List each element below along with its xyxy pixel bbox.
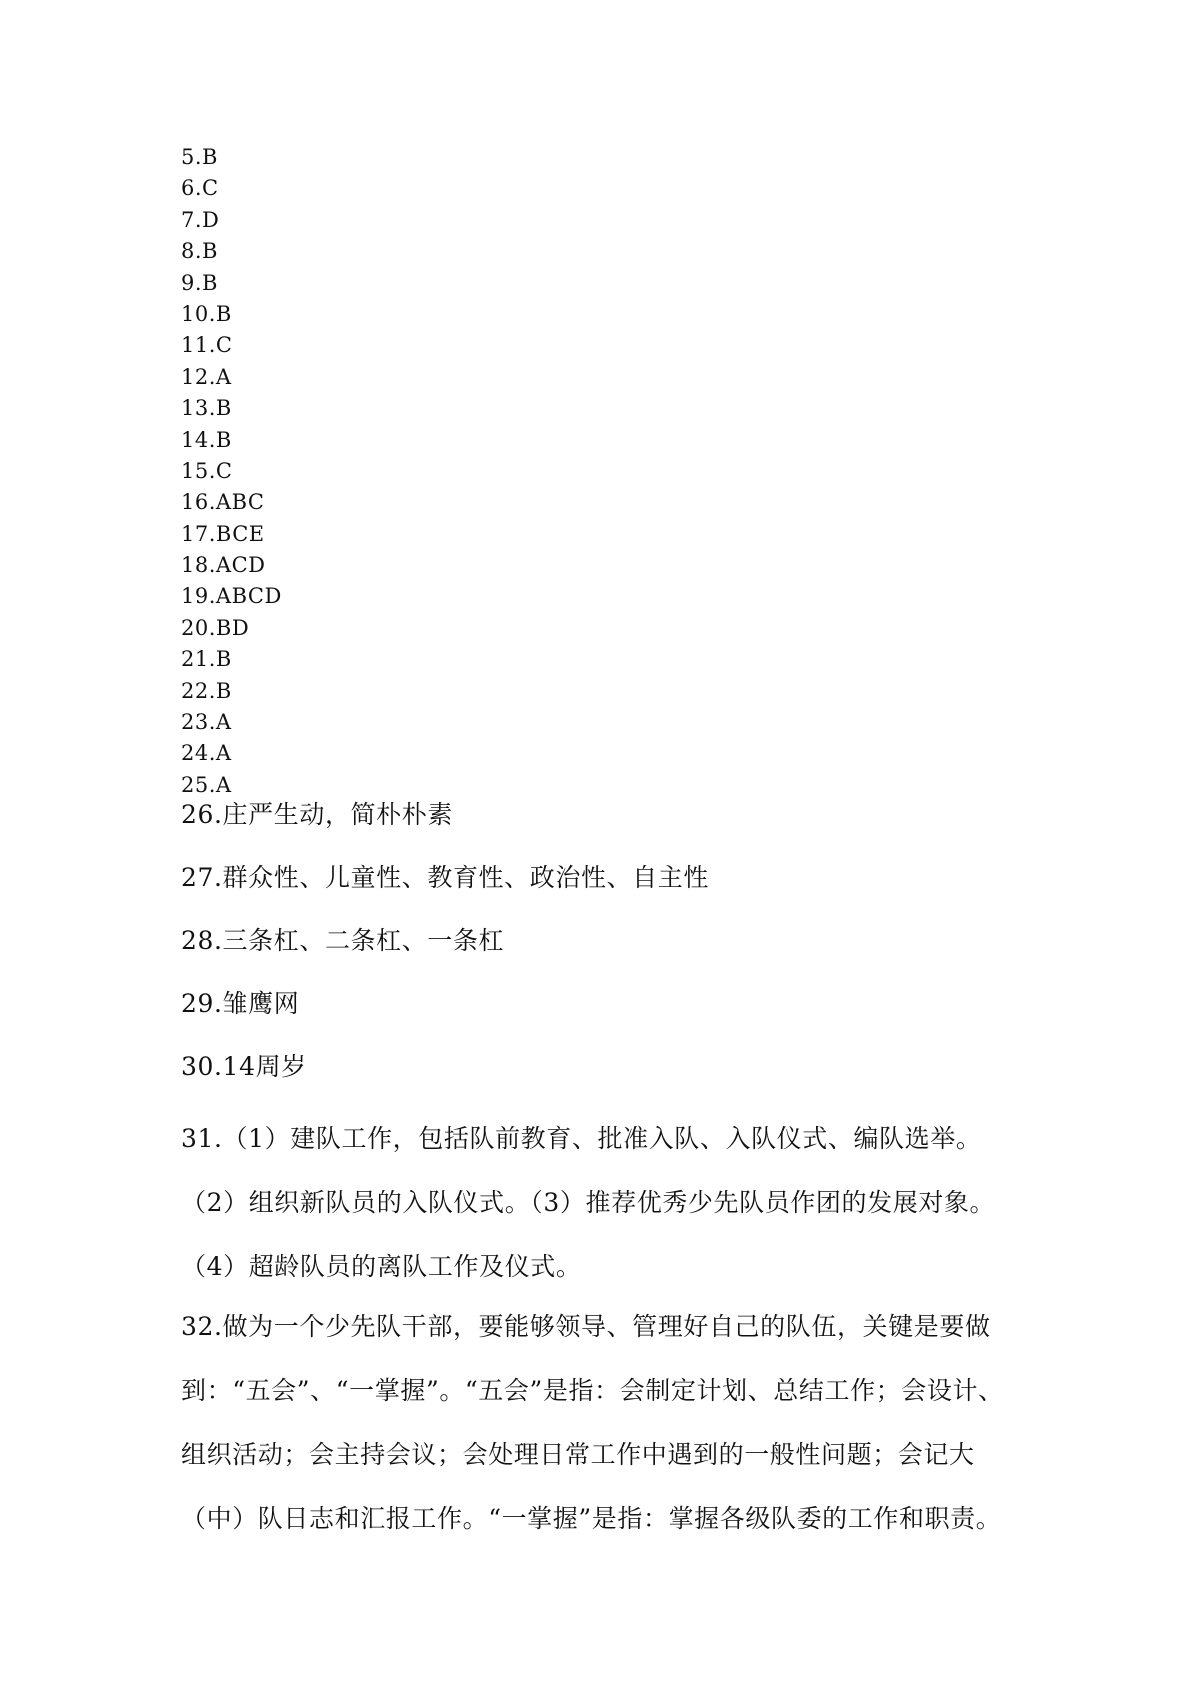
choice-answer: 21.B (181, 647, 232, 672)
choice-answer: 15.C (181, 458, 233, 483)
essay-answer-31 (181, 1107, 1021, 1299)
choice-answer: 7.D (181, 207, 220, 232)
fill-answer-30: 30.14周岁 (181, 1052, 307, 1081)
fill-answer-28: 28.三条杠、二条杠、一条杠 (181, 926, 505, 955)
choice-answer: 6.C (181, 176, 219, 201)
choice-answer: 11.C (181, 333, 233, 358)
essay-line: 32.做为一个少先队干部，要能够领导、管理好自己的队伍，关键是要做 (181, 1312, 991, 1341)
choice-answer: 24.A (181, 741, 232, 766)
essay-line: 31.（1）建队工作，包括队前教育、批准入队、入队仪式、编队选举。 (181, 1124, 982, 1153)
choice-answer: 5.B (181, 145, 218, 169)
choice-answer: 9.B (181, 270, 218, 295)
written-answers (181, 800, 1021, 1551)
choice-answer: 14.B (181, 427, 232, 452)
fill-answer-26: 26.庄严生动，简朴朴素 (181, 800, 453, 829)
choice-answer: 18.ACD (181, 553, 266, 578)
choice-answer: 19.ABCD (181, 584, 282, 609)
choice-answer: 23.A (181, 710, 232, 735)
choice-answer: 16.ABC (181, 490, 265, 515)
fill-answer-29: 29.雏鹰网 (181, 989, 300, 1018)
choice-answer: 17.BCE (181, 521, 265, 546)
essay-line: （2）组织新队员的入队仪式。（3）推荐优秀少先队员作团的发展对象。 (181, 1188, 996, 1217)
choice-answer: 13.B (181, 396, 232, 421)
choice-answer-list (181, 142, 282, 801)
fill-answer-27: 27.群众性、儿童性、教育性、政治性、自主性 (181, 863, 709, 892)
choice-answer: 20.BD (181, 615, 250, 640)
choice-answer: 22.B (181, 678, 232, 703)
essay-answer-32 (181, 1295, 1021, 1551)
essay-line: 到：“五会”、“一掌握”。“五会”是指：会制定计划、总结工作；会设计、 (181, 1376, 1004, 1405)
essay-line: 组织活动；会主持会议；会处理日常工作中遇到的一般性问题；会记大 (181, 1440, 975, 1469)
choice-answer: 25.A (181, 772, 232, 797)
essay-line: （中）队日志和汇报工作。“一掌握”是指：掌握各级队委的工作和职责。 (181, 1504, 1002, 1533)
choice-answer: 10.B (181, 301, 232, 326)
choice-answer: 8.B (181, 239, 218, 264)
essay-line: （4）超龄队员的离队工作及仪式。 (181, 1252, 582, 1281)
choice-answer: 12.A (181, 364, 232, 389)
